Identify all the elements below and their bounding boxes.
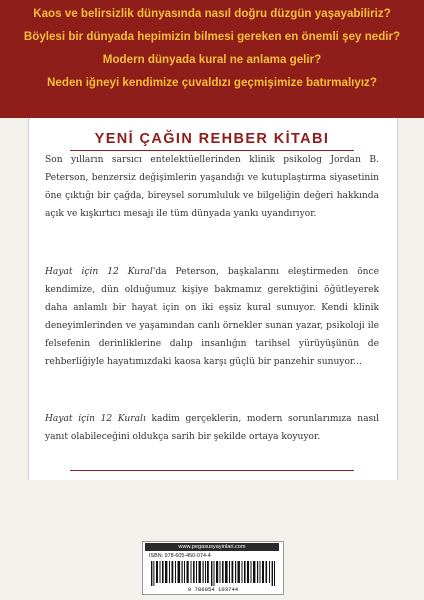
question-1: Kaos ve belirsizlik dünyasında nasıl doğru düzgün yaşayabiliriz?: [33, 7, 391, 20]
barcode-label: [142, 541, 284, 595]
closing-rule: [70, 470, 354, 471]
question-list: [0, 2, 424, 94]
paragraph-2: [45, 263, 379, 371]
barcode-digits: 9 786054 103744: [187, 586, 239, 593]
barcode-icon: [151, 561, 275, 586]
heading-container: [0, 128, 424, 147]
paragraph-1: Son yılların sarsıcı entelektüellerinden klinik psikolog Jordan B. Peterson, benzersiz değişimlerin yaşandığı ve kutuplaştırma siyasetinin öne çıktığı bir çağda, bireysel sorumluluk ve bilgeliğin değeri hakkında açık ve kışkırtıcı mesajı ile tüm dünyada yankı uyandırıyor.: [45, 155, 379, 219]
paragraph-2-text: 'da Peterson, başkalarını eleştirmeden önce kendimize, dün olduğumuz kişiye bakmamız gerektiğini öğütleyerek daha anlamlı bir hayat için on iki eşsiz kural sunuyor. Kendi klinik deneyimlerinden ve yaşamından canlı örnekler sunan yazar, psikoloji ile felsefenin derinliklerine dalıp insanlığın tarihsel yürüyüşünün de rehberliğiyle hayatımızdaki kaosa karşı güçlü bir panzehir sunuyor...: [45, 267, 380, 367]
question-3: Modern dünyada kural ne anlama gelir?: [102, 53, 322, 66]
book-title-italic: Hayat için 12 Kural: [45, 267, 153, 277]
question-2: Böylesi bir dünyada hepimizin bilmesi gereken en önemli şey nedir?: [23, 30, 401, 43]
isbn-number: ISBN: 978-605-450-074-4: [149, 553, 211, 559]
paragraph-3-text: kadim gerçeklerin, modern sorunlarımıza nasıl yanıt olabileceğini oldukça sarih bir şekilde ortaya koyuyor.: [45, 414, 379, 442]
book-title-italic-2: Hayat için 12 Kuralı: [45, 414, 146, 424]
question-4: Neden iğneyi kendimize çuvaldızı geçmişimize batırmalıyız?: [47, 76, 377, 89]
paragraph-3: [45, 410, 379, 446]
publisher-url: www.pegasusyayinlari.com: [145, 543, 279, 551]
section-heading: YENİ ÇAĞIN REHBER KİTABI: [94, 131, 330, 147]
